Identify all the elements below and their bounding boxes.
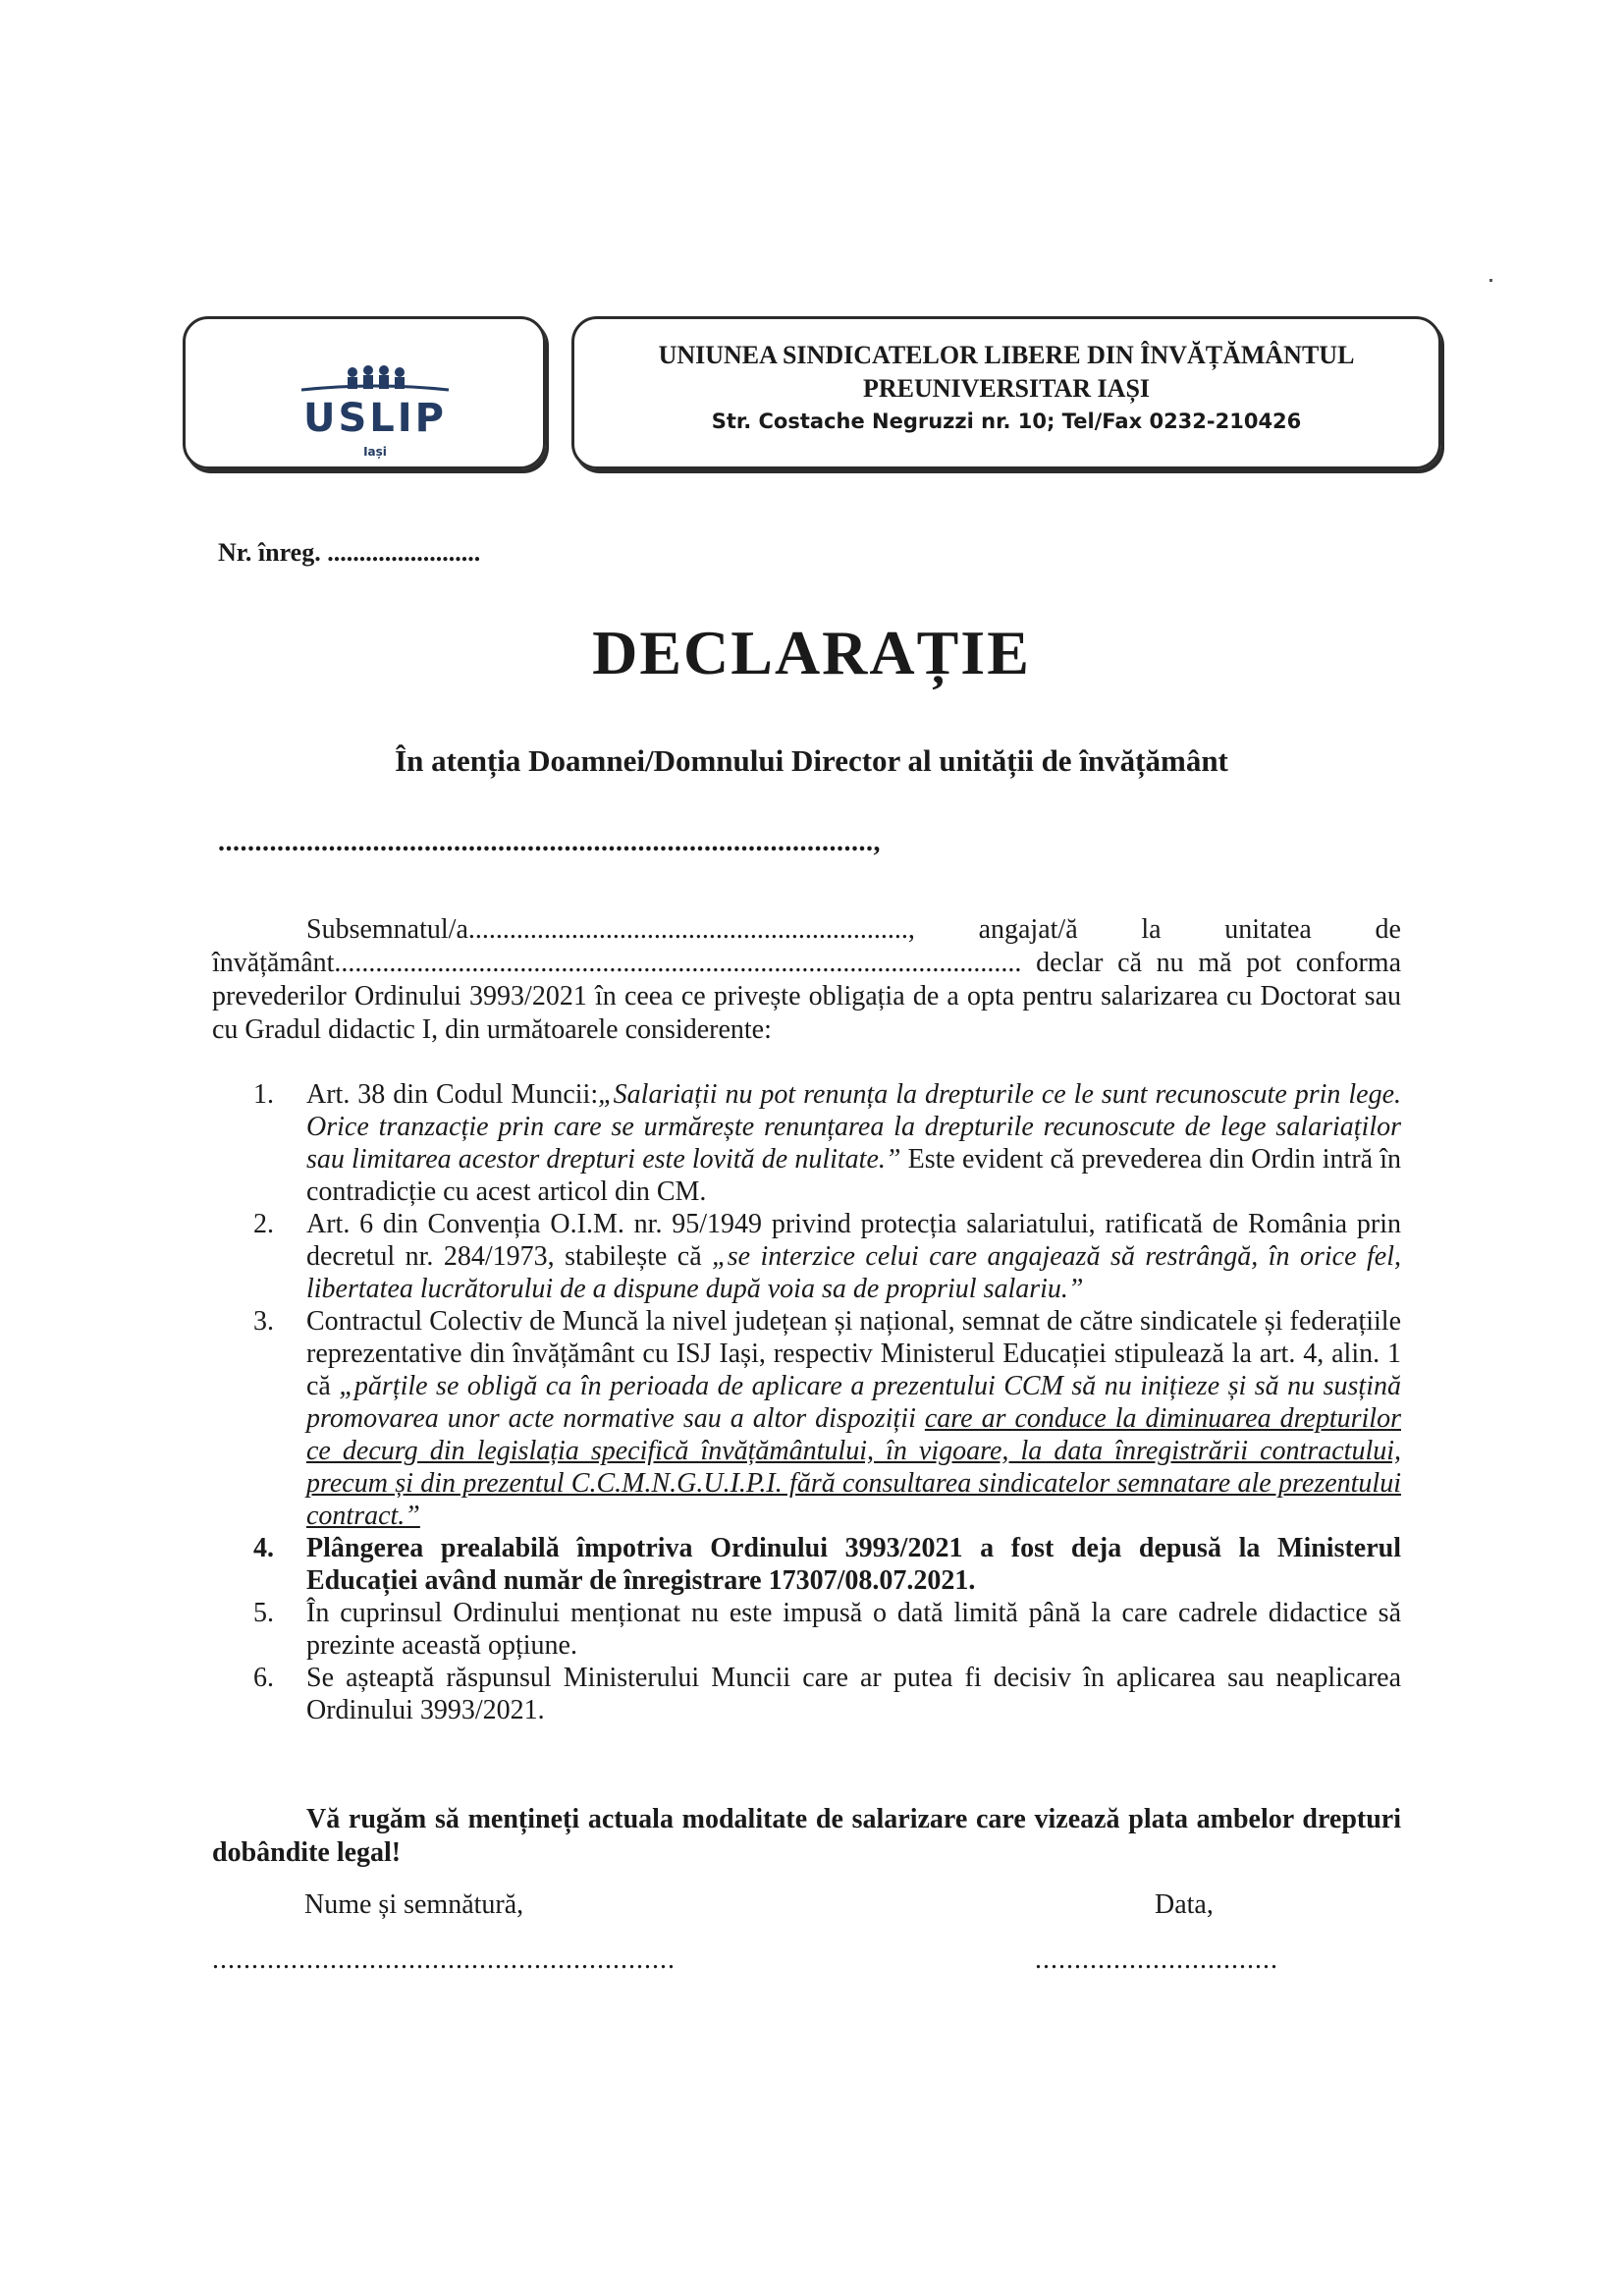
signature-field: ........................................................... [212, 1944, 676, 1975]
item-text-end: Este evident că prevederea din Ordin intră în contradicție cu acest articol din CM. [306, 1144, 1401, 1207]
item-quote-underlined: care ar conduce la diminuarea drepturilor ce decurg din legislația specifică învățământului, în vigoare, la data înregistrării contractului, precum și din prezentul C.C.M.N.G.U.I.P.I. fără consultarea sindicatelor semnatare ale prezentului contract.” [306, 1403, 1401, 1531]
logo-text: USLIP [303, 396, 447, 441]
item-number: 2. [253, 1209, 274, 1239]
item-text: În cuprinsul Ordinului menționat nu este impusă o dată limită până la care cadrele didactice să prezinte această opțiune. [306, 1598, 1401, 1661]
list-item [253, 1305, 1401, 1532]
org-address: Str. Costache Negruzzi nr. 10; Tel/Fax 0232-210426 [711, 410, 1302, 433]
list-item [253, 1208, 1401, 1305]
org-name-line2: PREUNIVERSITAR IAȘI [862, 374, 1151, 403]
item-text: Contractul Colectiv de Muncă la nivel județean și național, semnat de către sindicatele și federațiile reprezentative din învățământ cu ISJ Iași, respectiv Ministerul Educației stipulează la art. 4, alin. 1 că [306, 1306, 1401, 1401]
addressee-line: În atenția Doamnei/Domnului Director al unității de învățământ [395, 743, 1228, 778]
item-text: Plângerea prealabilă împotriva Ordinului 3993/2021 a fost deja depusă la Ministerul Educației având număr de înregistrare 17307/08.07.2021. [306, 1533, 1401, 1596]
closing-text: Vă rugăm să mențineți actuala modalitate de salarizare care vizează plata ambelor drepturi dobândite legal! [212, 1804, 1401, 1868]
scan-speck [1489, 279, 1492, 282]
item-number: 5. [253, 1598, 274, 1628]
item-text: Art. 38 din Codul Muncii: [306, 1079, 599, 1110]
intro-text: Subsemnatul/a................................................................, angajat/ă la unitatea de învățământ.................................................................................................... declar că nu mă pot conforma prevederilor Ordinului 3993/2021 în ceea ce privește obligația de a opta pentru salarizarea cu Doctorat sau cu Gradul didactic I, din următoarele considerente: [212, 914, 1401, 1045]
list-item [253, 1078, 1401, 1208]
logo-box [183, 316, 546, 469]
item-number: 1. [253, 1079, 274, 1110]
uslip-logo [262, 368, 488, 457]
item-text: Art. 6 din Convenția O.I.M. nr. 95/1949 privind protecția salariatului, ratificată de România prin decretul nr. 284/1973, stabilește că [306, 1209, 1401, 1272]
item-number: 4. [253, 1533, 274, 1563]
signature-label: Nume și semnătură, [304, 1889, 524, 1920]
reasons-list [253, 1078, 1401, 1726]
item-quote: „părțile se obligă ca în perioada de aplicare a prezentului CCM să nu inițieze și să nu susțină promovarea unor acte normative sau a altor dispoziții [306, 1371, 1401, 1434]
school-name-field: ........................................................................................., [218, 827, 881, 857]
date-field: ............................... [1035, 1944, 1278, 1975]
list-item [253, 1597, 1401, 1662]
item-quote: „Salariații nu pot renunța la drepturile ce le sunt recunoscute prin lege. Orice tranzacție prin care se urmărește renunțarea la drepturile recunoscute de lege salariaților sau limitarea acestor drepturi este lovită de nulitate.” [306, 1079, 1401, 1175]
intro-paragraph [212, 913, 1401, 1047]
item-number: 6. [253, 1663, 274, 1693]
registration-number: Nr. înreg. ........................ [218, 538, 481, 567]
list-item [253, 1532, 1401, 1597]
logo-subtext: Iași [363, 445, 387, 459]
page-title: DECLARAȚIE [592, 618, 1031, 687]
people-icon [262, 360, 488, 400]
closing-paragraph [212, 1803, 1401, 1870]
item-number: 3. [253, 1306, 274, 1337]
item-text: Se așteaptă răspunsul Ministerului Muncii care ar putea fi decisiv în aplicarea sau neaplicarea Ordinului 3993/2021. [306, 1663, 1401, 1725]
date-label: Data, [1155, 1889, 1214, 1920]
org-name-line1: UNIUNEA SINDICATELOR LIBERE DIN ÎNVĂȚĂMÂNTUL [658, 341, 1355, 369]
organization-header [571, 316, 1441, 469]
item-quote: „se interzice celui care angajează să restrângă, în orice fel, libertatea lucrătorului de a dispune după voia sa de propriul salariu.” [306, 1241, 1401, 1304]
list-item [253, 1662, 1401, 1726]
